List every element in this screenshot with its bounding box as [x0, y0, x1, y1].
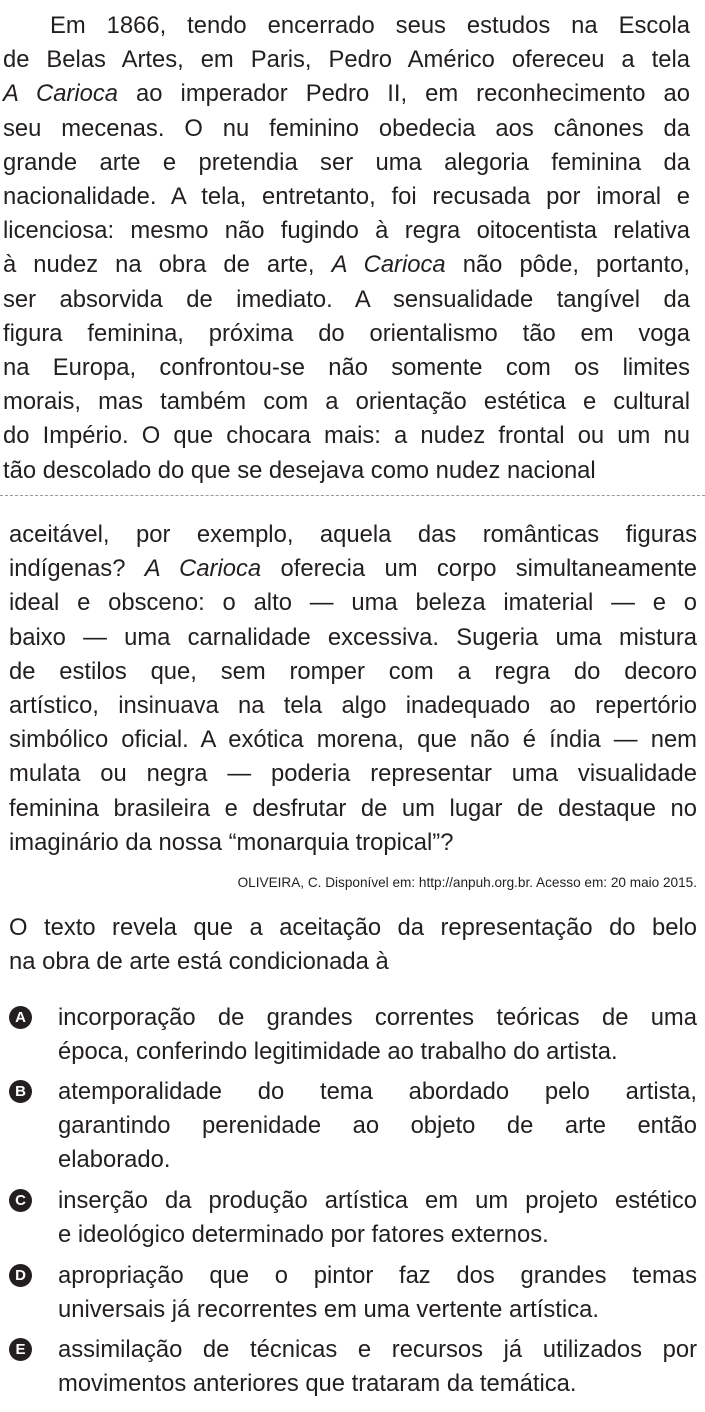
option-letter-badge: C [9, 1189, 32, 1212]
text-segment: seu mecenas. O nu feminino obedecia aos cânones da [3, 114, 690, 142]
text-line [3, 43, 690, 77]
text-line [9, 518, 697, 552]
text-segment: figura feminina, próxima do orientalismo tão em voga [3, 319, 690, 347]
artwork-title: A Carioca [331, 251, 446, 279]
option-letter-badge: E [9, 1338, 32, 1361]
text-segment: nacionalidade. A tela, entretanto, foi recusada por imoral e [3, 183, 690, 210]
text-segment: indígenas? [9, 555, 145, 583]
text-segment: Em 1866, tendo encerrado seus estudos na Escola [50, 12, 690, 39]
text-line: elaborado. [58, 1146, 171, 1174]
text-segment: O texto revela que a aceitação da representação do belo [9, 914, 697, 941]
text-line [3, 351, 690, 385]
page-break-divider [0, 495, 705, 496]
text-line: época, conferindo legitimidade ao trabalho do artista. [58, 1038, 618, 1066]
text-segment: ideal e obsceno: o alto — uma beleza imaterial — e o [9, 589, 697, 617]
option-e[interactable] [9, 1333, 697, 1401]
text-segment: ao imperador Pedro II, em reconhecimento ao [118, 80, 690, 108]
text-segment: mulata ou negra — poderia representar uma visualidade [9, 760, 697, 788]
text-segment: tão descolado do que se desejava como nudez nacional [3, 456, 596, 484]
option-b[interactable] [9, 1075, 697, 1178]
text-line: universais já recorrentes em uma vertente artística. [58, 1296, 599, 1324]
text-line [3, 283, 690, 317]
text-line [9, 911, 697, 945]
source-citation: OLIVEIRA, C. Disponível em: http://anpuh.org.br. Acesso em: 20 maio 2015. [237, 875, 697, 890]
text-segment: do Império. O que chocara mais: a nudez frontal ou um nu [3, 422, 690, 450]
text-segment: baixo — uma carnalidade excessiva. Sugeria uma mistura [9, 623, 697, 651]
text-line [3, 248, 690, 282]
text-segment: artístico, insinuava na tela algo inadequado ao repertório [9, 692, 697, 719]
text-line [9, 552, 697, 586]
text-line [9, 723, 697, 757]
option-letter-badge: D [9, 1264, 32, 1287]
text-line: apropriação que o pintor faz dos grandes temas [58, 1262, 697, 1289]
text-segment: imaginário da nossa “monarquia tropical”? [9, 828, 454, 856]
text-segment: na Europa, confrontou-se não somente com os limites [3, 354, 690, 381]
text-segment: ser absorvida de imediato. A sensualidade tangível da [3, 285, 690, 313]
text-line [3, 214, 690, 248]
text-line [3, 454, 690, 488]
text-segment: não pôde, portanto, [445, 251, 690, 279]
text-segment: de estilos que, sem romper com a regra do decoro [9, 657, 697, 685]
option-c[interactable] [9, 1184, 697, 1252]
text-line [3, 385, 690, 419]
text-segment: licenciosa: mesmo não fugindo à regra oitocentista relativa [3, 217, 690, 245]
option-letter-badge: A [9, 1006, 32, 1029]
text-line [3, 9, 690, 43]
text-line [3, 112, 690, 146]
text-line: e ideológico determinado por fatores externos. [58, 1221, 549, 1249]
text-segment: feminina brasileira e desfrutar de um lugar de destaque no [9, 794, 697, 822]
text-segment: morais, mas também com a orientação estética e cultural [3, 388, 690, 416]
option-a[interactable] [9, 1001, 697, 1069]
text-segment: oferecia um corpo simultaneamente [261, 555, 697, 583]
text-line [9, 586, 697, 620]
text-segment: de Belas Artes, em Paris, Pedro Américo ofereceu a tela [3, 46, 690, 74]
text-segment: na obra de arte está condicionada à [9, 948, 389, 976]
text-line [3, 317, 690, 351]
artwork-title: A Carioca [144, 555, 262, 583]
text-line: inserção da produção artística em um projeto estético [58, 1187, 697, 1214]
text-line [9, 689, 697, 723]
text-line [9, 792, 697, 826]
text-line [3, 419, 690, 453]
text-segment: simbólico oficial. A exótica morena, que não é índia — nem [9, 726, 697, 754]
text-segment: aceitável, por exemplo, aquela das românticas figuras [9, 521, 697, 548]
text-line [3, 77, 690, 111]
text-line [3, 180, 690, 214]
text-line: incorporação de grandes correntes teóricas de uma [58, 1004, 697, 1031]
text-line [9, 945, 697, 979]
option-d[interactable] [9, 1259, 697, 1327]
text-line: assimilação de técnicas e recursos já utilizados por [58, 1336, 697, 1363]
text-line [9, 655, 697, 689]
text-line: movimentos anteriores que trataram da temática. [58, 1370, 577, 1398]
text-line: garantindo perenidade ao objeto de arte então [58, 1112, 697, 1140]
text-line [9, 757, 697, 791]
artwork-title: A Carioca [3, 80, 119, 108]
text-segment: grande arte e pretendia ser uma alegoria feminina da [3, 148, 690, 176]
text-segment: à nudez na obra de arte, [3, 251, 332, 279]
text-line [9, 826, 697, 860]
option-letter-badge: B [9, 1080, 32, 1103]
text-line [9, 621, 697, 655]
text-line: atemporalidade do tema abordado pelo artista, [58, 1078, 697, 1105]
text-line [3, 146, 690, 180]
